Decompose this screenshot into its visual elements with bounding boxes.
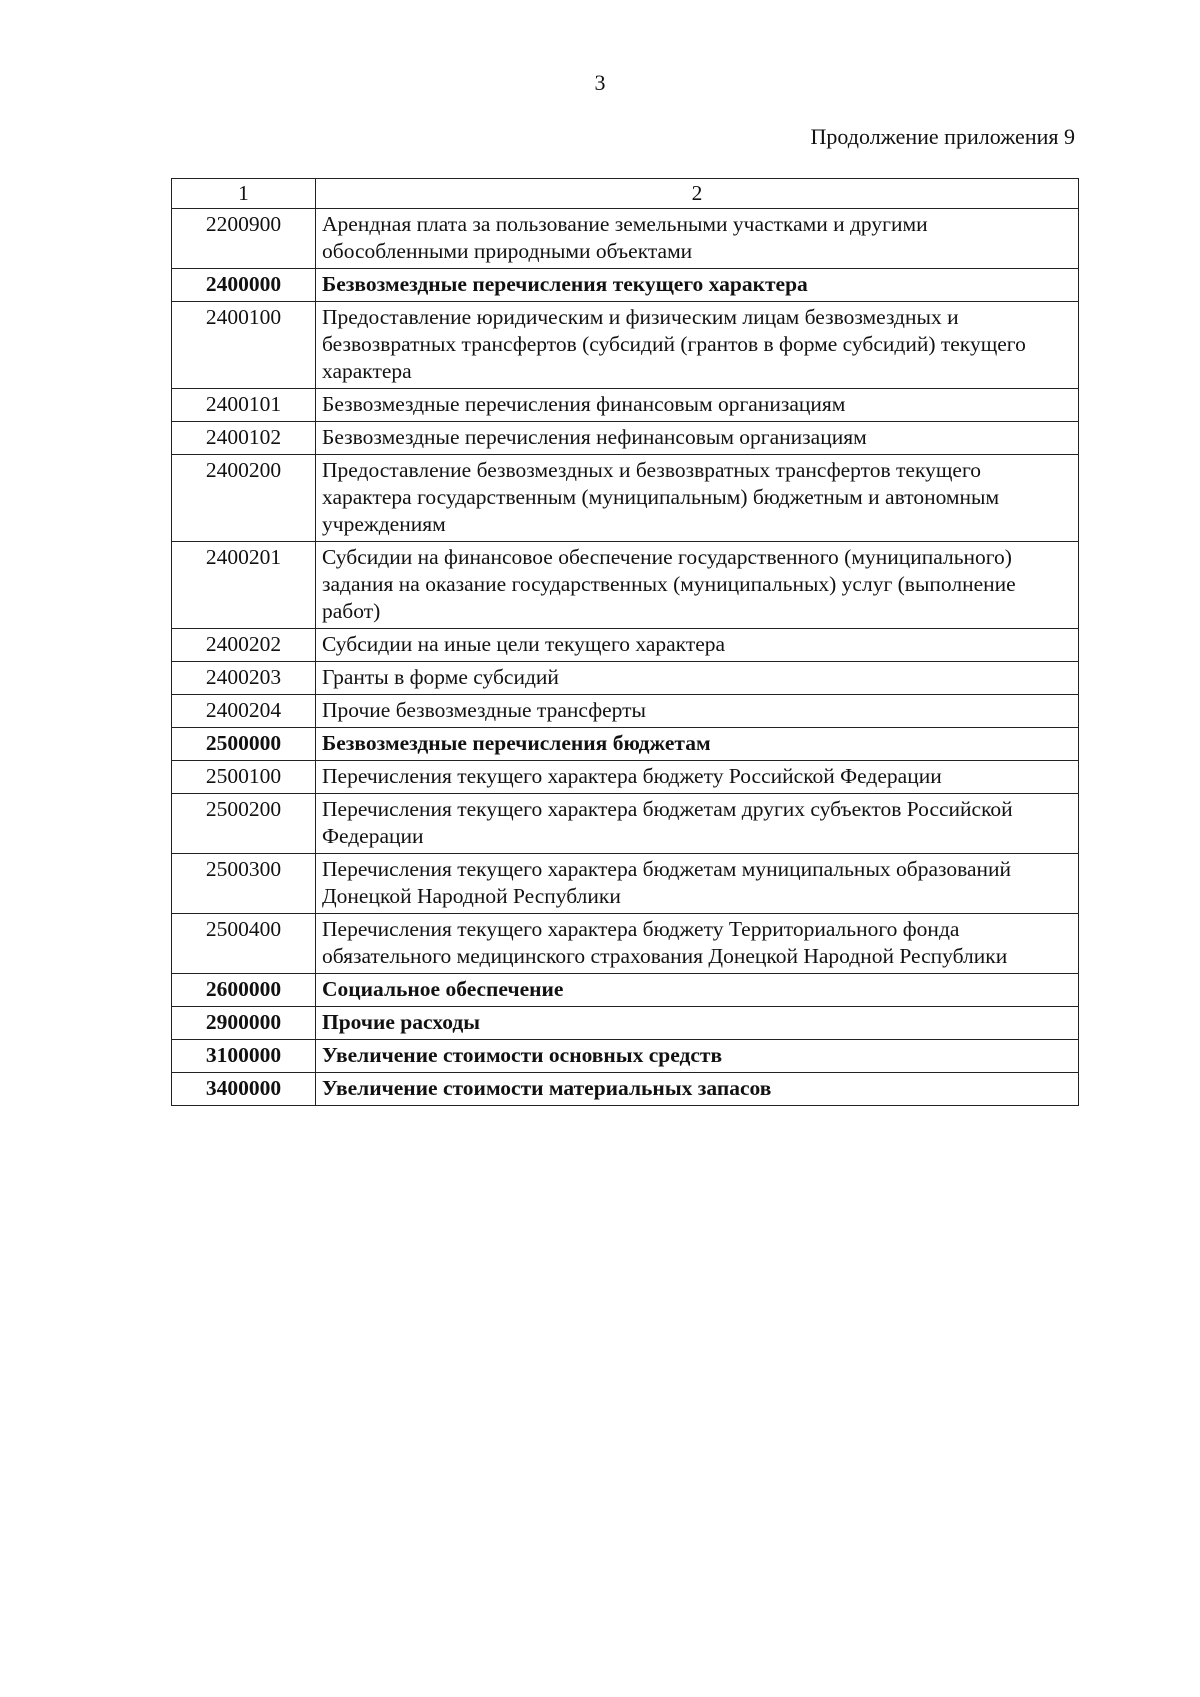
- row-name-cell: Безвозмездные перечисления текущего характера: [316, 269, 1079, 302]
- table-row: [172, 422, 1079, 455]
- row-code-cell: 2400202: [172, 629, 316, 662]
- row-name-cell: Безвозмездные перечисления бюджетам: [316, 728, 1079, 761]
- table-row: [172, 914, 1079, 974]
- table-row: [172, 974, 1079, 1007]
- row-name-cell: Перечисления текущего характера бюджетам других субъектов Российской Федерации: [316, 794, 1079, 854]
- row-code-cell: 2500000: [172, 728, 316, 761]
- table-row: [172, 1073, 1079, 1106]
- row-name-cell: Безвозмездные перечисления финансовым организациям: [316, 389, 1079, 422]
- row-code-cell: 2400000: [172, 269, 316, 302]
- table-row: [172, 695, 1079, 728]
- row-name-cell: Предоставление юридическим и физическим лицам безвозмездных и безвозвратных трансфертов (субсидий (грантов в форме субсидий) текущего характера: [316, 302, 1079, 389]
- table-row: [172, 302, 1079, 389]
- row-name-cell: Перечисления текущего характера бюджету Российской Федерации: [316, 761, 1079, 794]
- row-code-cell: 2400101: [172, 389, 316, 422]
- row-code-cell: 2400201: [172, 542, 316, 629]
- table-row: [172, 761, 1079, 794]
- row-name-cell: Субсидии на финансовое обеспечение государственного (муниципального) задания на оказание государственных (муниципальных) услуг (выполнение работ): [316, 542, 1079, 629]
- table-row: [172, 269, 1079, 302]
- table-row: [172, 389, 1079, 422]
- row-name-cell: Гранты в форме субсидий: [316, 662, 1079, 695]
- row-name-cell: Увеличение стоимости материальных запасов: [316, 1073, 1079, 1106]
- table-row: [172, 1040, 1079, 1073]
- row-name-cell: Арендная плата за пользование земельными участками и другими обособленными природными объектами: [316, 209, 1079, 269]
- row-code-cell: 2900000: [172, 1007, 316, 1040]
- row-name-cell: Перечисления текущего характера бюджету Территориального фонда обязательного медицинского страхования Донецкой Народной Республики: [316, 914, 1079, 974]
- appendix-continuation-note: Продолжение приложения 9: [810, 124, 1075, 149]
- table-row: [172, 854, 1079, 914]
- row-name-cell: Увеличение стоимости основных средств: [316, 1040, 1079, 1073]
- row-name-cell: Прочие расходы: [316, 1007, 1079, 1040]
- page-number: 3: [594, 70, 606, 95]
- row-name-cell: Субсидии на иные цели текущего характера: [316, 629, 1079, 662]
- row-name-cell: Социальное обеспечение: [316, 974, 1079, 1007]
- row-name-cell: Перечисления текущего характера бюджетам муниципальных образований Донецкой Народной Республики: [316, 854, 1079, 914]
- table-header-row: [172, 179, 1079, 209]
- row-code-cell: 2500400: [172, 914, 316, 974]
- row-code-cell: 2400100: [172, 302, 316, 389]
- row-code-cell: 3100000: [172, 1040, 316, 1073]
- table-row: [172, 542, 1079, 629]
- table-header-name: 2: [316, 179, 1079, 209]
- row-code-cell: 2600000: [172, 974, 316, 1007]
- table-row: [172, 209, 1079, 269]
- table-header-code: 1: [172, 179, 316, 209]
- row-name-cell: Безвозмездные перечисления нефинансовым организациям: [316, 422, 1079, 455]
- classification-table-container: [171, 178, 1078, 1106]
- table-row: [172, 629, 1079, 662]
- table-row: [172, 455, 1079, 542]
- row-code-cell: 2500100: [172, 761, 316, 794]
- row-code-cell: 2400204: [172, 695, 316, 728]
- table-row: [172, 1007, 1079, 1040]
- table-body: [172, 209, 1079, 1106]
- table-row: [172, 728, 1079, 761]
- row-code-cell: 2400203: [172, 662, 316, 695]
- table-row: [172, 794, 1079, 854]
- row-name-cell: Прочие безвозмездные трансферты: [316, 695, 1079, 728]
- row-code-cell: 3400000: [172, 1073, 316, 1106]
- table-row: [172, 662, 1079, 695]
- row-code-cell: 2200900: [172, 209, 316, 269]
- row-code-cell: 2400200: [172, 455, 316, 542]
- row-code-cell: 2500200: [172, 794, 316, 854]
- classification-table: [171, 178, 1079, 1106]
- row-name-cell: Предоставление безвозмездных и безвозвратных трансфертов текущего характера государственным (муниципальным) бюджетным и автономным учреждениям: [316, 455, 1079, 542]
- row-code-cell: 2400102: [172, 422, 316, 455]
- row-code-cell: 2500300: [172, 854, 316, 914]
